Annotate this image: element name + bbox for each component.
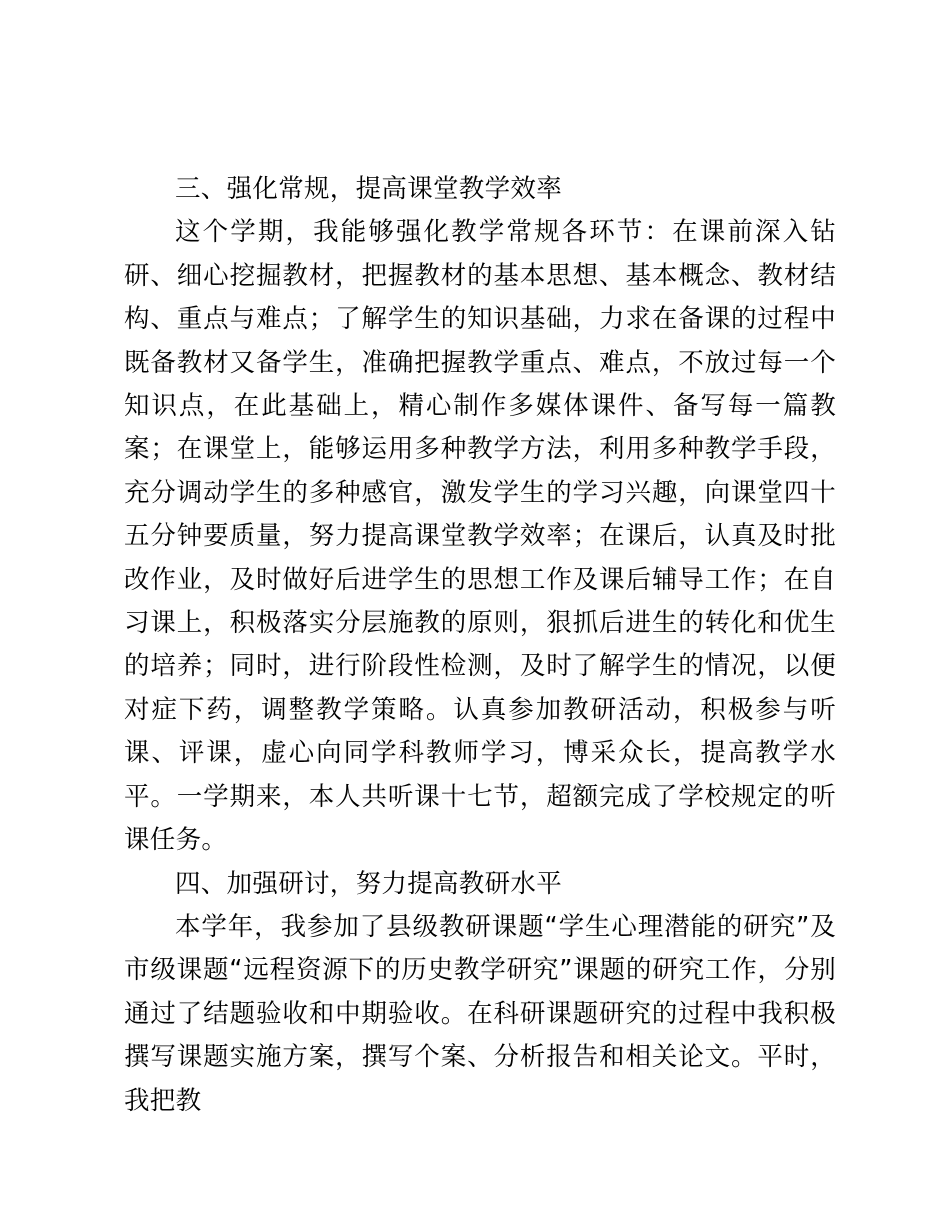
paragraph-teaching-routine: 这个学期，我能够强化教学常规各环节：在课前深入钻研、细心挖掘教材，把握教材的基本思想、基本概念、教材结构、重点与难点；了解学生的知识基础，力求在备课的过程中既备教材又备学生，准确把握教学重点、难点，不放过每一个知识点，在此基础上，精心制作多媒体课件、备写每一篇教案；在课堂上，能够运用多种教学方法，利用多种教学手段，充分调动学生的多种感官，激发学生的学习兴趣，向课堂四十五分钟要质量，努力提高课堂教学效率；在课后，认真及时批改作业，及时做好后进学生的思想工作及课后辅导工作；在自习课上，积极落实分层施教的原则，狠抓后进生的转化和优生的培养；同时，进行阶段性检测，及时了解学生的情况，以便对症下药，调整教学策略。认真参加教研活动，积极参与听课、评课，虚心向同学科教师学习，博采众长，提高教学水平。一学期来，本人共听课十七节，超额完成了学校规定的听课任务。 [124,217,836,856]
section-heading-4: 四、加强研讨，努力提高教研水平 [175,868,563,899]
paragraph-research: 本学年，我参加了县级教研课题“学生心理潜能的研究”及市级课题“远程资源下的历史教学研究”课题的研究工作，分别通过了结题验收和中期验收。在科研课题研究的过程中我积极撰写课题实施方案，撰写个案、分析报告和相关论文。平时，我把教 [124,911,836,1116]
document-body [124,168,836,1123]
section-heading-3: 三、强化常规，提高课堂教学效率 [175,174,563,204]
